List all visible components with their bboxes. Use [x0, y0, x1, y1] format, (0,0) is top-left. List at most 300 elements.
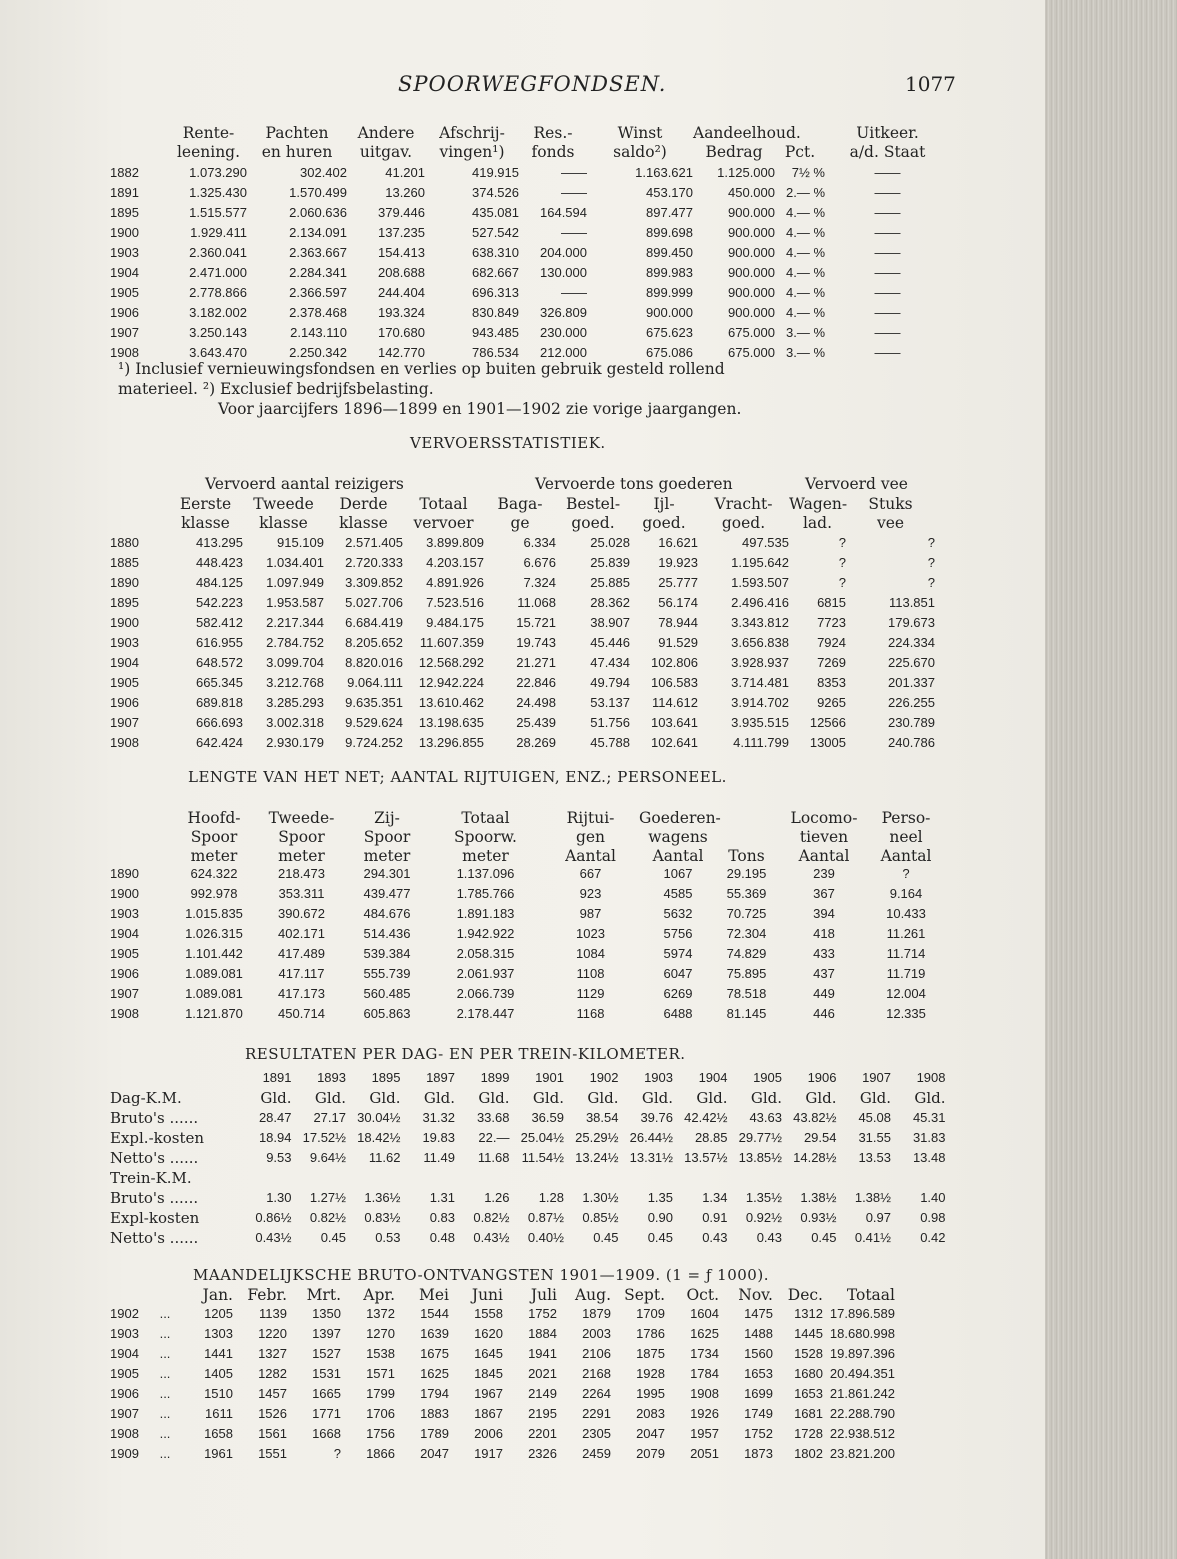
table-cell: 987: [579, 906, 602, 921]
table-cell: 900.000: [728, 245, 775, 260]
row-label: Bruto's ......: [110, 1189, 199, 1207]
table-cell: 1.35½: [745, 1190, 782, 1205]
table-cell: 27.17: [313, 1110, 346, 1125]
table-cell: 0.93½: [800, 1210, 837, 1225]
table-cell: ——: [874, 225, 901, 240]
table-cell: 4.— %: [785, 285, 825, 300]
vervoer-title: VERVOERSSTATISTIEK.: [410, 434, 606, 452]
table-cell: 2149: [528, 1386, 557, 1401]
table-cell: 49.794: [590, 675, 630, 690]
table-cell: 1405: [204, 1366, 233, 1381]
table-cell: 9.164: [889, 886, 923, 901]
table-cell: 900.000: [728, 205, 775, 220]
table-cell: 1.163.621: [635, 165, 693, 180]
table-cell: 12566: [809, 715, 846, 730]
table-cell: 446: [813, 1006, 835, 1021]
table-cell: 1084: [576, 946, 605, 961]
unit-label: Gld.: [587, 1089, 619, 1107]
table-cell: 1749: [744, 1406, 773, 1421]
table-cell: 43.82½: [793, 1110, 837, 1125]
table-cell: 1802: [794, 1446, 823, 1461]
unit-label: Gld.: [478, 1089, 510, 1107]
table-cell: 18.42½: [357, 1130, 401, 1145]
table-cell: 899.999: [646, 285, 693, 300]
table-cell: 1879: [582, 1306, 611, 1321]
table-cell: 22.288.790: [829, 1406, 895, 1421]
table-cell: 326.809: [540, 305, 587, 320]
table-cell: 17.896.589: [829, 1306, 895, 1321]
table-cell: 12.335: [886, 1006, 926, 1021]
row-year: 1890: [110, 575, 139, 590]
table-cell: 0.42: [920, 1230, 946, 1245]
table-cell: 81.145: [726, 1006, 767, 1021]
table-cell: ——: [561, 225, 587, 240]
table-cell: 1531: [312, 1366, 341, 1381]
table-cell: 1957: [690, 1426, 719, 1441]
table-cell: 1728: [794, 1426, 823, 1441]
table-cell: 18.94: [258, 1130, 292, 1145]
row-year: 1908: [110, 1426, 139, 1441]
fonds-table: [110, 163, 950, 363]
table-cell: 11.54½: [521, 1150, 564, 1165]
column-header: Totaal: [461, 809, 510, 827]
table-cell: 204.000: [540, 245, 587, 260]
table-cell: 106.583: [651, 675, 698, 690]
vervoer-group-vee: Vervoerd vee: [805, 475, 908, 493]
table-cell: 78.518: [726, 986, 767, 1001]
table-cell: 6269: [663, 986, 693, 1001]
table-cell: ...: [159, 1366, 171, 1381]
table-cell: 17.52½: [302, 1130, 346, 1145]
column-header: Jan.: [202, 1286, 233, 1304]
page-number: 1077: [905, 72, 956, 96]
table-cell: 1270: [366, 1326, 395, 1341]
row-year: 1882: [110, 165, 139, 180]
table-cell: 1.26: [484, 1190, 510, 1205]
table-cell: ...: [159, 1446, 171, 1461]
table-cell: ?: [838, 555, 846, 570]
column-year: 1891: [262, 1070, 292, 1085]
column-header: klasse: [339, 514, 388, 532]
table-cell: 18.680.998: [829, 1326, 895, 1341]
table-cell: 28.362: [590, 595, 630, 610]
table-cell: 3.309.852: [345, 575, 403, 590]
table-cell: 1995: [636, 1386, 665, 1401]
table-cell: 2326: [528, 1446, 557, 1461]
table-cell: 0.45: [593, 1230, 619, 1245]
row-label: Expl-kosten: [110, 1209, 200, 1227]
fonds-footnote-1: ¹) Inclusief vernieuwingsfondsen en verlies op buiten gebruik gesteld rollend: [118, 360, 725, 378]
table-cell: 1658: [204, 1426, 233, 1441]
table-cell: 2.250.342: [289, 345, 347, 360]
column-header: wagens: [648, 828, 708, 846]
table-cell: 294.301: [363, 866, 411, 881]
table-cell: 21.861.242: [829, 1386, 895, 1401]
column-year: 1895: [371, 1070, 401, 1085]
table-cell: 2291: [582, 1406, 611, 1421]
table-cell: 103.641: [651, 715, 698, 730]
table-cell: 1544: [420, 1306, 449, 1321]
table-cell: 22.846: [516, 675, 556, 690]
table-cell: 1457: [258, 1386, 287, 1401]
table-cell: 13.260: [385, 185, 425, 200]
table-cell: 786.534: [472, 345, 519, 360]
column-header: vingen¹): [439, 143, 505, 161]
table-cell: 560.485: [363, 986, 411, 1001]
table-cell: 3.— %: [785, 325, 825, 340]
table-cell: 7½ %: [791, 165, 825, 180]
column-header: Spoor: [278, 828, 325, 846]
table-cell: 413.295: [196, 535, 243, 550]
table-cell: 2051: [690, 1446, 719, 1461]
column-header: uitgav.: [359, 143, 413, 161]
table-cell: 1.570.499: [289, 185, 347, 200]
table-cell: 19.743: [516, 635, 556, 650]
table-cell: 2.930.179: [266, 735, 324, 750]
table-cell: 244.404: [378, 285, 425, 300]
table-cell: 45.788: [590, 735, 630, 750]
column-header: Aantal: [565, 847, 616, 865]
table-cell: 497.535: [742, 535, 789, 550]
row-year: 1903: [110, 906, 139, 921]
table-cell: 212.000: [540, 345, 587, 360]
table-cell: 21.271: [516, 655, 556, 670]
row-year: 1904: [110, 926, 139, 941]
table-cell: 2021: [528, 1366, 557, 1381]
table-cell: 7.324: [523, 575, 556, 590]
row-year: 1908: [110, 345, 139, 360]
table-cell: 642.424: [196, 735, 243, 750]
table-cell: 4.— %: [785, 205, 825, 220]
row-label: Netto's ......: [110, 1229, 199, 1247]
table-cell: 3.343.812: [731, 615, 789, 630]
table-cell: 450.714: [278, 1006, 325, 1021]
table-cell: ——: [874, 305, 901, 320]
table-cell: 11.261: [886, 926, 926, 941]
column-header: Pct.: [784, 143, 816, 161]
table-cell: 638.310: [472, 245, 519, 260]
table-cell: 38.907: [590, 615, 630, 630]
table-cell: 6815: [817, 595, 846, 610]
unit-label: Gld.: [532, 1089, 564, 1107]
table-cell: 13.57½: [684, 1150, 728, 1165]
table-cell: ...: [159, 1426, 171, 1441]
table-cell: 2459: [582, 1446, 611, 1461]
table-cell: 1.325.430: [189, 185, 247, 200]
vervoer-group-reizigers: Vervoerd aantal reizigers: [205, 475, 404, 493]
table-cell: 3.714.481: [731, 675, 789, 690]
table-cell: 6047: [663, 966, 693, 981]
section-label: Dag-K.M.: [110, 1089, 182, 1107]
row-year: 1908: [110, 1006, 139, 1021]
table-cell: 1551: [258, 1446, 287, 1461]
table-cell: 675.623: [646, 325, 693, 340]
table-cell: 1067: [663, 866, 693, 881]
unit-label: Gld.: [423, 1089, 455, 1107]
table-cell: 2.363.667: [289, 245, 347, 260]
column-header: Spoor: [190, 828, 238, 846]
table-cell: 9265: [817, 695, 846, 710]
table-cell: 2.178.447: [456, 1006, 515, 1021]
row-label: Netto's ......: [110, 1149, 199, 1167]
table-cell: 899.698: [646, 225, 693, 240]
table-cell: ——: [874, 285, 901, 300]
table-cell: 900.000: [646, 305, 693, 320]
table-cell: 689.818: [196, 695, 243, 710]
table-cell: 19.897.396: [829, 1346, 895, 1361]
unit-label: Gld.: [859, 1089, 891, 1107]
page-header: [0, 72, 1045, 102]
column-header: Bedrag: [705, 143, 763, 161]
table-cell: 1789: [420, 1426, 449, 1441]
km-table: [110, 1068, 946, 1248]
column-header: goed.: [571, 514, 615, 532]
table-cell: 1.125.000: [717, 165, 775, 180]
table-cell: 5756: [663, 926, 693, 941]
column-header: klasse: [259, 514, 308, 532]
table-cell: 1734: [690, 1346, 719, 1361]
table-cell: 1681: [794, 1406, 823, 1421]
table-cell: 13.198.635: [418, 715, 484, 730]
column-year: 1903: [644, 1070, 673, 1085]
table-cell: 900.000: [728, 305, 775, 320]
row-year: 1906: [110, 966, 139, 981]
table-cell: 900.000: [728, 225, 775, 240]
table-cell: 4.— %: [785, 225, 825, 240]
column-header: Aantal: [652, 847, 704, 865]
fonds-footnote-2: materieel. ²) Exclusief bedrijfsbelasting.: [118, 380, 434, 398]
column-header: Bestel-: [565, 495, 621, 513]
table-cell: 1625: [690, 1326, 719, 1341]
table-cell: 0.83½: [364, 1210, 401, 1225]
table-cell: 2.366.597: [289, 285, 347, 300]
table-cell: 33.68: [476, 1110, 510, 1125]
column-header: Uitkeer.: [856, 124, 919, 142]
table-cell: 1560: [744, 1346, 773, 1361]
table-cell: ...: [159, 1346, 171, 1361]
table-cell: 3.928.937: [731, 655, 789, 670]
table-cell: 16.621: [658, 535, 698, 550]
column-header: goed.: [721, 514, 766, 532]
table-cell: 13.31½: [629, 1150, 673, 1165]
unit-label: Gld.: [914, 1089, 946, 1107]
table-cell: 6.684.419: [345, 615, 403, 630]
table-cell: 897.477: [646, 205, 693, 220]
table-cell: 56.174: [658, 595, 698, 610]
table-cell: ?: [838, 535, 846, 550]
table-cell: 1845: [474, 1366, 503, 1381]
table-cell: ...: [159, 1306, 171, 1321]
table-cell: 24.498: [516, 695, 556, 710]
table-cell: 1220: [258, 1326, 287, 1341]
table-cell: 2.058.315: [456, 946, 515, 961]
table-cell: 1867: [474, 1406, 503, 1421]
table-cell: 1.785.766: [456, 886, 515, 901]
table-cell: 394: [813, 906, 835, 921]
table-cell: ?: [838, 575, 846, 590]
table-cell: 0.86½: [255, 1210, 292, 1225]
table-cell: 435.081: [472, 205, 519, 220]
table-cell: 6.334: [523, 535, 556, 550]
table-cell: 1794: [420, 1386, 449, 1401]
table-cell: 29.77½: [738, 1130, 782, 1145]
table-cell: 390.672: [278, 906, 325, 921]
table-cell: 1.34: [702, 1190, 728, 1205]
table-cell: 1.36½: [364, 1190, 401, 1205]
table-cell: 0.83: [429, 1210, 455, 1225]
table-cell: 1527: [312, 1346, 341, 1361]
table-cell: 402.171: [278, 926, 325, 941]
table-cell: 417.489: [278, 946, 325, 961]
table-cell: 9.529.624: [345, 715, 403, 730]
table-cell: 12.568.292: [418, 655, 484, 670]
table-cell: 582.412: [196, 615, 243, 630]
table-cell: 1771: [312, 1406, 341, 1421]
table-cell: 1.31: [429, 1190, 455, 1205]
column-header: Derde: [339, 495, 388, 513]
table-cell: 75.895: [726, 966, 767, 981]
column-header: Stuks: [868, 495, 913, 513]
table-cell: 484.125: [196, 575, 243, 590]
table-cell: 484.676: [363, 906, 411, 921]
table-cell: 22.—: [478, 1130, 510, 1145]
table-cell: 1312: [794, 1306, 823, 1321]
table-cell: 25.839: [590, 555, 630, 570]
table-cell: 7269: [817, 655, 846, 670]
table-cell: 8353: [817, 675, 846, 690]
column-header: Febr.: [247, 1286, 287, 1304]
table-cell: 4.891.926: [426, 575, 484, 590]
table-cell: 1.097.949: [266, 575, 324, 590]
column-header: fonds: [531, 143, 575, 161]
table-cell: 2079: [636, 1446, 665, 1461]
table-cell: 1752: [744, 1426, 773, 1441]
table-cell: 2047: [636, 1426, 665, 1441]
column-header: Apr.: [363, 1286, 395, 1304]
table-cell: 830.849: [472, 305, 519, 320]
table-cell: 1.38½: [800, 1190, 837, 1205]
table-cell: 1941: [528, 1346, 557, 1361]
table-cell: 31.83: [912, 1130, 946, 1145]
table-cell: 2.720.333: [345, 555, 403, 570]
column-header: Totaal: [419, 495, 468, 513]
column-header: Dec.: [787, 1286, 823, 1304]
table-cell: 91.529: [658, 635, 698, 650]
maand-title: MAANDELIJKSCHE BRUTO-ONTVANGSTEN 1901—1909. (1 = ƒ 1000).: [193, 1266, 769, 1284]
table-cell: 1.953.587: [266, 595, 324, 610]
table-cell: 542.223: [196, 595, 243, 610]
column-header: Winst: [617, 124, 663, 142]
column-year: 1897: [426, 1070, 455, 1085]
table-cell: 2106: [582, 1346, 611, 1361]
vervoer-table-header: [110, 495, 935, 533]
row-label: Expl.-kosten: [110, 1129, 205, 1147]
table-cell: 353.311: [278, 886, 325, 901]
column-header: Rente-: [182, 124, 235, 142]
table-cell: 2.784.752: [266, 635, 324, 650]
table-cell: 25.885: [590, 575, 630, 590]
table-cell: 1611: [205, 1406, 233, 1421]
table-cell: 4.— %: [785, 245, 825, 260]
table-cell: 379.446: [378, 205, 425, 220]
table-cell: 1926: [690, 1406, 719, 1421]
table-cell: 1538: [366, 1346, 395, 1361]
column-header: Aandeelhoud.: [693, 124, 801, 142]
table-cell: 11.714: [886, 946, 926, 961]
column-header: gen: [575, 828, 606, 846]
table-cell: 374.526: [472, 185, 519, 200]
table-cell: 1.137.096: [456, 866, 515, 881]
table-cell: 1668: [312, 1426, 341, 1441]
row-year: 1906: [110, 695, 139, 710]
table-cell: 1875: [636, 1346, 665, 1361]
table-cell: 624.322: [190, 866, 238, 881]
table-cell: ——: [874, 325, 901, 340]
table-cell: 25.29½: [575, 1130, 619, 1145]
table-cell: 1526: [258, 1406, 287, 1421]
table-cell: 1571: [366, 1366, 395, 1381]
column-header: Nov.: [738, 1286, 773, 1304]
table-cell: 665.345: [196, 675, 243, 690]
row-year: 1906: [110, 305, 139, 320]
table-cell: 2047: [420, 1446, 449, 1461]
table-cell: ...: [159, 1326, 171, 1341]
table-cell: 1139: [259, 1306, 287, 1321]
table-cell: 0.87½: [527, 1210, 564, 1225]
table-cell: 417.117: [278, 966, 325, 981]
running-title: SPOORWEGFONDSEN.: [398, 72, 667, 96]
table-cell: 0.43½: [255, 1230, 292, 1245]
column-header: goed.: [642, 514, 686, 532]
table-cell: 449: [813, 986, 835, 1001]
table-cell: 2.284.341: [289, 265, 347, 280]
table-cell: 10.433: [886, 906, 926, 921]
table-cell: 3.212.768: [266, 675, 324, 690]
table-cell: 2.496.416: [731, 595, 789, 610]
table-cell: 666.693: [196, 715, 243, 730]
table-cell: 1866: [366, 1446, 395, 1461]
row-year: 1907: [110, 1406, 139, 1421]
table-cell: 25.04½: [520, 1130, 564, 1145]
table-cell: 224.334: [888, 635, 935, 650]
table-cell: 78.944: [658, 615, 698, 630]
table-cell: 1.30: [266, 1190, 292, 1205]
table-cell: ——: [874, 165, 901, 180]
row-year: 1902: [110, 1306, 139, 1321]
table-cell: 39.76: [640, 1110, 673, 1125]
table-cell: 675.000: [728, 325, 775, 340]
table-cell: 31.32: [422, 1110, 455, 1125]
column-header: Aug.: [574, 1286, 611, 1304]
table-cell: 0.82½: [309, 1210, 346, 1225]
table-cell: 943.485: [472, 325, 519, 340]
column-header: meter: [363, 847, 411, 865]
table-cell: 616.955: [196, 635, 243, 650]
table-cell: ...: [159, 1406, 171, 1421]
table-cell: 0.45: [811, 1230, 837, 1245]
table-cell: 433: [813, 946, 835, 961]
table-cell: 20.494.351: [829, 1366, 895, 1381]
table-cell: 1706: [366, 1406, 395, 1421]
section-label: Trein-K.M.: [110, 1169, 192, 1187]
table-cell: 675.086: [646, 345, 693, 360]
net-table-header: [110, 809, 940, 866]
table-cell: 1023: [576, 926, 605, 941]
column-header: Juni: [471, 1286, 503, 1304]
table-cell: 240.786: [888, 735, 935, 750]
table-cell: 7723: [817, 615, 846, 630]
table-cell: 11.68: [477, 1150, 510, 1165]
